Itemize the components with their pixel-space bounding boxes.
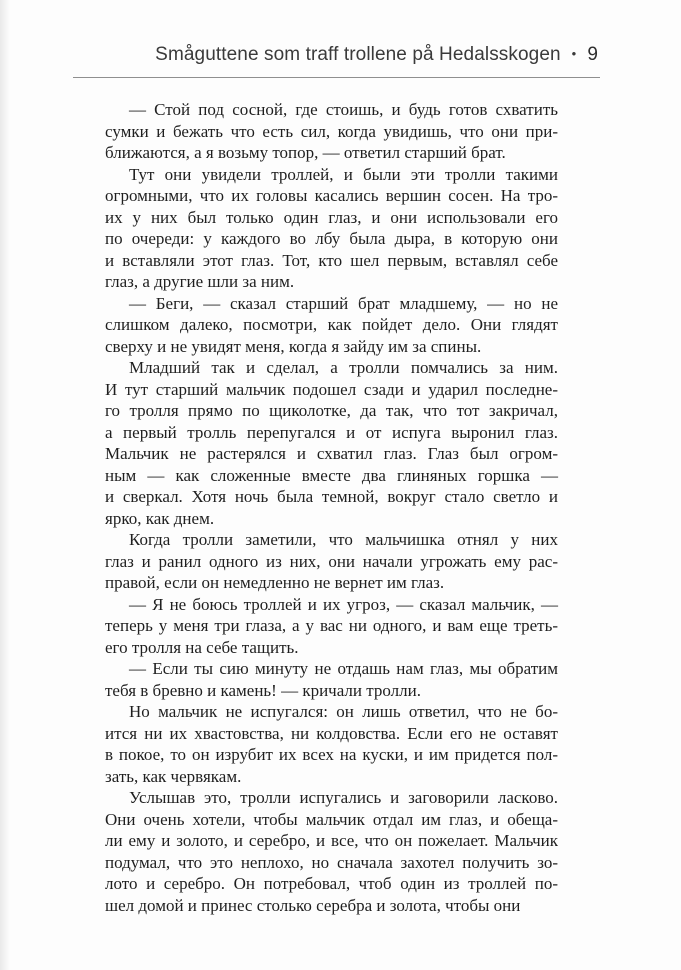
text-line: Но мальчик не испугался: он лишь ответил, что не бо-	[129, 702, 558, 721]
text-line: Младший так и сделал, а тролли помчались за ним.	[129, 358, 558, 377]
text-line: его тролля на себе тащить.	[105, 637, 299, 657]
text-line: — Стой под сосной, где стоишь, и будь готов схватить	[129, 100, 558, 119]
text-line: ближаются, а я возьму топор, — ответил старший брат.	[105, 143, 506, 162]
text-line: — Беги, — сказал старший брат младшему, — но не	[129, 293, 558, 313]
text-line: глаз и ранил одного из них, они начали угрожать ему рас-	[105, 551, 558, 571]
text-line: а первый тролль перепугался и от испуга выронил глаз.	[105, 422, 558, 442]
text-line: подумал, что это неплохо, но сначала захотел получить зо-	[105, 852, 558, 872]
paragraph	[105, 357, 558, 529]
text-line: ярко, как днем.	[105, 508, 215, 528]
text-line: глаз, а другие шли за ним.	[105, 272, 295, 291]
text-line: и сверкал. Хотя ночь была темной, вокруг стало светло и	[105, 487, 558, 506]
text-line: шел домой и принес столько серебра и золота, чтобы они	[105, 895, 521, 915]
text-line: ится ни их хвастовства, ни колдовства. Если его не оставят	[105, 723, 558, 743]
page-body	[105, 99, 558, 916]
paragraph	[105, 594, 558, 659]
text-line: И тут старший мальчик подошел сзади и ударил последне-	[105, 379, 558, 399]
header-rule	[73, 77, 600, 78]
text-line: — Если ты сию минуту не отдашь нам глаз, мы обратим	[129, 659, 558, 678]
text-line: их у них был только один глаз, и они использовали его	[105, 207, 558, 227]
page-number: 9	[587, 44, 598, 65]
paragraph	[105, 787, 558, 916]
text-line: сумки и бежать что есть сил, когда увидишь, что они при-	[105, 121, 558, 141]
text-line: сверху и не увидят меня, когда я зайду им за спины.	[105, 336, 482, 356]
text-line: ным — как сложенные вместе два глиняных горшка —	[105, 465, 558, 485]
text-line: Они очень хотели, чтобы мальчик отдал им глаз, и обеща-	[105, 809, 558, 829]
running-header-title: Småguttene som traff trollene på Hedalsskogen	[155, 44, 561, 65]
text-line: лото и серебро. Он потребовал, чтоб один из троллей по-	[105, 874, 558, 893]
paragraph	[105, 164, 558, 293]
paragraph	[105, 529, 558, 594]
text-line: ли ему и золото, и серебро, и все, что он пожелает. Мальчик	[105, 831, 558, 850]
text-line: Тут они увидели троллей, и были эти тролли такими	[129, 164, 558, 184]
text-line: правой, если он немедленно не вернет им глаз.	[105, 573, 445, 592]
text-line: огромными, что их головы касались вершин сосен. На тро-	[105, 186, 558, 205]
paragraph	[105, 293, 558, 358]
text-line: теперь у меня три глаза, а у вас ни одного, и вам еще треть-	[105, 616, 558, 635]
running-header	[0, 42, 598, 67]
page-left-edge-shadow	[0, 0, 10, 970]
text-line: по очереди: у каждого во лбу была дыра, в которую они	[105, 229, 558, 248]
text-line: тебя в бревно и камень! — кричали тролли.	[105, 680, 421, 700]
text-line: го тролля прямо по щиколотке, да так, что тот закричал,	[105, 401, 558, 420]
text-line: слишком далеко, посмотри, как пойдет дело. Они глядят	[105, 315, 558, 334]
text-line: Услышав это, тролли испугались и заговорили ласково.	[129, 788, 558, 807]
text-line: и вставляли этот глаз. Тот, кто шел первым, вставлял себе	[105, 250, 558, 270]
text-line: Когда тролли заметили, что мальчишка отнял у них	[129, 530, 558, 549]
text-line: Мальчик не растерялся и схватил глаз. Глаз был огром-	[105, 444, 558, 463]
text-line: — Я не боюсь троллей и их угроз, — сказал мальчик, —	[129, 594, 558, 614]
separator-dot: •	[571, 46, 577, 61]
text-line: зать, как червякам.	[105, 766, 242, 786]
paragraph	[105, 99, 558, 164]
text-line: в покое, то он изрубит их всех на куски, и им придется пол-	[105, 745, 558, 764]
paragraph	[105, 701, 558, 787]
paragraph	[105, 658, 558, 701]
